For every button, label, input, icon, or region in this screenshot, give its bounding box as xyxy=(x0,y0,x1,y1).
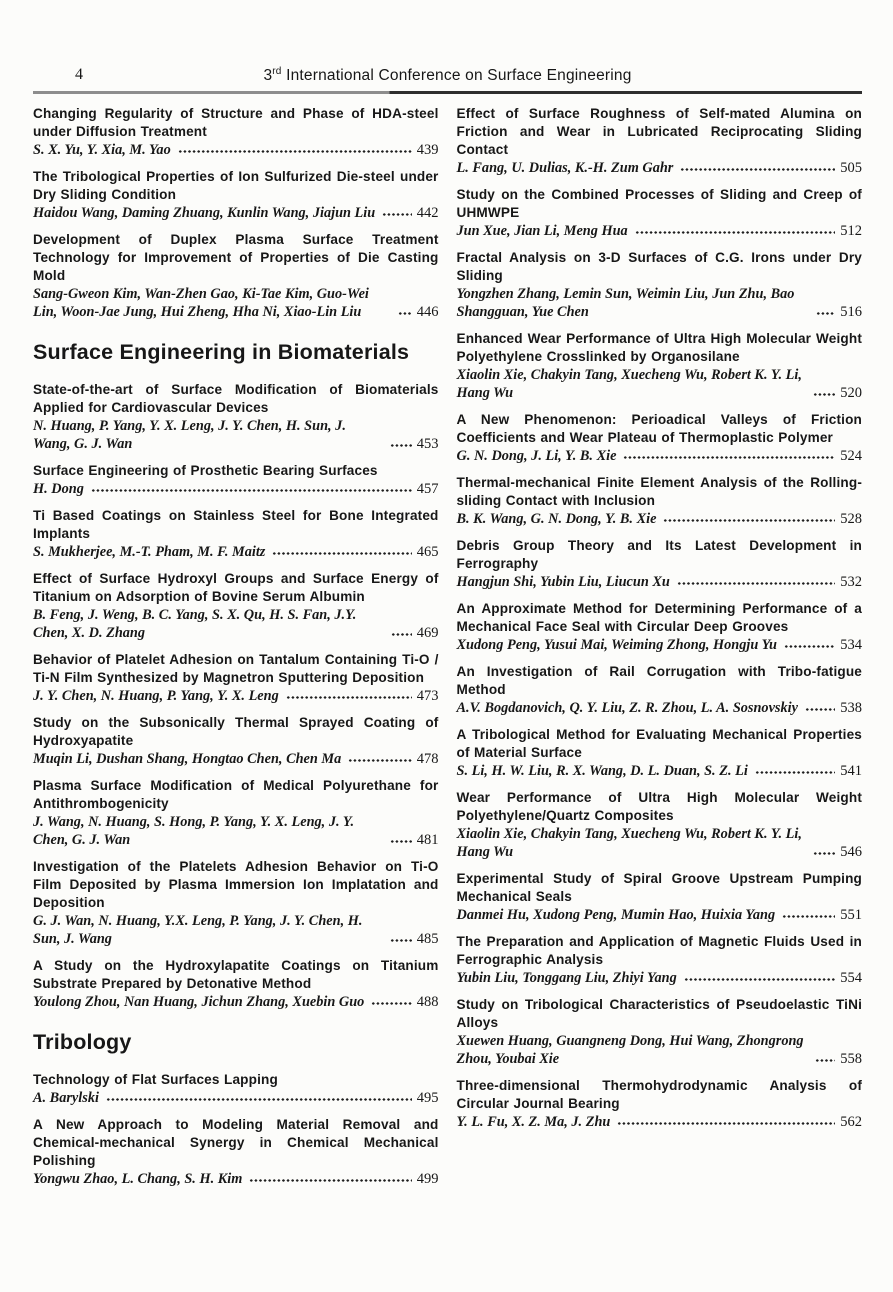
entry-title: Thermal-mechanical Finite Element Analysis of the Rolling-sliding Contact with Inclusion xyxy=(456,475,862,508)
entry-title: A Study on the Hydroxylapatite Coatings on Titanium Substrate Prepared by Detonative Method xyxy=(33,958,439,991)
entry-author-line xyxy=(33,606,439,642)
dot-leader xyxy=(680,159,835,177)
entry-title: Three-dimensional Thermohydrodynamic Analysis of Circular Journal Bearing xyxy=(456,1078,862,1111)
entry-author-line xyxy=(457,285,863,321)
entry-page-number: 558 xyxy=(840,1051,862,1067)
toc-entry xyxy=(33,381,439,453)
entry-author-line xyxy=(457,510,863,528)
entry-author-line xyxy=(33,687,439,705)
toc-entry xyxy=(33,777,439,849)
conference-title-text: International Conference on Surface Engineering xyxy=(281,67,632,85)
entry-page-number: 520 xyxy=(840,385,862,401)
dot-leader xyxy=(684,969,836,987)
toc-entry xyxy=(33,651,439,705)
dot-leader xyxy=(635,222,836,240)
entry-title: Development of Duplex Plasma Surface Treatment Technology for Improvement of Properties of Die Casting Mold xyxy=(33,232,439,283)
entry-page-number: 488 xyxy=(416,994,439,1010)
entry-title: A Tribological Method for Evaluating Mechanical Properties of Material Surface xyxy=(456,727,862,760)
entry-author-line xyxy=(33,141,439,159)
entry-authors: Muqin Li, Dushan Shang, Hongtao Chen, Chen Ma xyxy=(33,751,342,767)
entry-authors: S. X. Yu, Y. Xia, M. Yao xyxy=(33,142,171,158)
entry-authors: Y. L. Fu, X. Z. Ma, J. Zhu xyxy=(456,1114,611,1130)
conference-title-ordinal: rd xyxy=(272,66,282,77)
dot-leader xyxy=(178,141,412,159)
dot-leader xyxy=(391,624,412,642)
entry-authors: Yubin Liu, Tonggang Liu, Zhiyi Yang xyxy=(456,970,677,986)
toc-entry xyxy=(33,231,439,321)
page-number: 4 xyxy=(75,66,83,83)
dot-leader xyxy=(390,435,412,453)
entry-page-number: 469 xyxy=(416,625,439,641)
toc-entry xyxy=(33,507,439,561)
entry-author-line xyxy=(457,447,863,465)
entry-title: Debris Group Theory and Its Latest Development in Ferrography xyxy=(456,538,862,571)
dot-leader xyxy=(348,750,411,768)
dot-leader xyxy=(816,303,835,321)
entry-title: Study on the Combined Processes of Sliding and Creep of UHMWPE xyxy=(456,187,862,220)
entry-authors: Sang-Gweon Kim, Wan-Zhen Gao, Ki-Tae Kim, Guo-Wei Lin, Woon-Jae Jung, Hui Zheng, Hha Ni, Xiao-Lin Liu xyxy=(33,286,369,320)
entry-page-number: 546 xyxy=(840,844,862,860)
entry-page-number: 442 xyxy=(416,205,439,221)
entry-authors: Danmei Hu, Xudong Peng, Mumin Hao, Huixia Yang xyxy=(456,907,776,923)
entry-author-line xyxy=(33,543,439,561)
entry-title: Plasma Surface Modification of Medical Polyurethane for Antithrombogenicity xyxy=(33,778,439,811)
entry-page-number: 505 xyxy=(840,160,862,176)
entry-page-number: 473 xyxy=(416,688,439,704)
entry-title: A New Phenomenon: Perioadical Valleys of Friction Coefficients and Wear Plateau of Thermoplastic Polymer xyxy=(456,412,862,445)
entry-title: Experimental Study of Spiral Groove Upstream Pumping Mechanical Seals xyxy=(456,871,862,904)
toc-entry xyxy=(457,996,863,1068)
entry-author-line xyxy=(33,750,439,768)
entry-page-number: 485 xyxy=(416,931,439,947)
entry-author-line xyxy=(457,699,863,717)
toc-entry xyxy=(33,570,439,642)
entry-authors: H. Dong xyxy=(33,481,84,497)
section-heading: Surface Engineering in Biomaterials xyxy=(33,340,410,364)
entry-title: Effect of Surface Hydroxyl Groups and Surface Energy of Titanium on Adsorption of Bovine Serum Albumin xyxy=(33,571,439,604)
entry-authors: Xudong Peng, Yusui Mai, Weiming Zhong, Hongju Yu xyxy=(456,637,777,653)
entry-title: Fractal Analysis on 3-D Surfaces of C.G. Irons under Dry Sliding xyxy=(456,250,862,283)
entry-author-line xyxy=(33,285,439,321)
left-column xyxy=(33,105,439,1197)
entry-author-line xyxy=(33,480,439,498)
entry-page-number: 465 xyxy=(416,544,439,560)
entry-title: The Tribological Properties of Ion Sulfurized Die-steel under Dry Sliding Condition xyxy=(33,169,439,202)
entry-author-line xyxy=(33,1089,439,1107)
dot-leader xyxy=(813,843,835,861)
entry-authors: J. Wang, N. Huang, S. Hong, P. Yang, Y. X. Leng, J. Y. Chen, G. J. Wan xyxy=(33,814,355,848)
entry-page-number: 516 xyxy=(840,304,862,320)
entry-title: A New Approach to Modeling Material Removal and Chemical-mechanical Synergy in Chemical Mechanical Polishing xyxy=(33,1117,439,1168)
entry-title: An Investigation of Rail Corrugation with Tribo-fatigue Method xyxy=(456,664,862,697)
toc-entry xyxy=(457,330,863,402)
dot-leader xyxy=(390,831,412,849)
entry-authors: B. K. Wang, G. N. Dong, Y. B. Xie xyxy=(456,511,657,527)
toc-entry xyxy=(457,789,863,861)
dot-leader xyxy=(663,510,835,528)
dot-leader xyxy=(805,699,835,717)
entry-author-line xyxy=(457,159,863,177)
toc-entry xyxy=(33,168,439,222)
entry-page-number: 554 xyxy=(840,970,862,986)
entry-page-number: 538 xyxy=(840,700,862,716)
dot-leader xyxy=(286,687,412,705)
entry-authors: Hangjun Shi, Yubin Liu, Liucun Xu xyxy=(456,574,670,590)
toc-entry xyxy=(457,105,863,177)
dot-leader xyxy=(815,1050,835,1068)
entry-page-number: 457 xyxy=(416,481,439,497)
entry-author-line xyxy=(457,906,863,924)
entry-author-line xyxy=(33,993,439,1011)
entry-author-line xyxy=(33,813,439,849)
toc-entry xyxy=(33,957,439,1011)
toc-entry xyxy=(457,600,863,654)
entry-authors: Haidou Wang, Daming Zhuang, Kunlin Wang, Jiajun Liu xyxy=(33,205,376,221)
entry-author-line xyxy=(33,912,439,948)
entry-authors: Yongzhen Zhang, Lemin Sun, Weimin Liu, Jun Zhu, Bao Shangguan, Yue Chen xyxy=(456,286,795,320)
dot-leader xyxy=(617,1113,835,1131)
entry-authors: A. Barylski xyxy=(33,1090,99,1106)
entry-title: Changing Regularity of Structure and Phase of HDA-steel under Diffusion Treatment xyxy=(33,106,439,139)
entry-title: Effect of Surface Roughness of Self-mated Alumina on Friction and Wear in Lubricated Reciprocating Sliding Contact xyxy=(456,106,862,157)
toc-entry xyxy=(457,537,863,591)
entry-page-number: 481 xyxy=(416,832,439,848)
dot-leader xyxy=(91,480,412,498)
dot-leader xyxy=(371,993,411,1011)
toc-entry xyxy=(33,858,439,948)
conference-title-prefix: 3 xyxy=(263,67,273,85)
entry-page-number: 512 xyxy=(840,223,862,239)
entry-authors: N. Huang, P. Yang, Y. X. Leng, J. Y. Chen, H. Sun, J. Wang, G. J. Wan xyxy=(33,418,346,452)
entry-page-number: 528 xyxy=(840,511,862,527)
dot-leader xyxy=(623,447,835,465)
dot-leader xyxy=(398,303,412,321)
entry-title: Behavior of Platelet Adhesion on Tantalum Containing Ti-O / Ti-N Film Synthesized by Magnetron Sputtering Deposition xyxy=(33,652,439,685)
entry-page-number: 534 xyxy=(840,637,862,653)
entry-authors: Xuewen Huang, Guangneng Dong, Hui Wang, Zhongrong Zhou, Youbai Xie xyxy=(456,1033,804,1067)
dot-leader xyxy=(782,906,835,924)
toc-entry xyxy=(457,1077,863,1131)
entry-author-line xyxy=(33,204,439,222)
entry-authors: G. N. Dong, J. Li, Y. B. Xie xyxy=(456,448,617,464)
entry-authors: Yongwu Zhao, L. Chang, S. H. Kim xyxy=(33,1171,243,1187)
toc-entry xyxy=(457,186,863,240)
entry-page-number: 532 xyxy=(840,574,862,590)
entry-authors: A.V. Bogdanovich, Q. Y. Liu, Z. R. Zhou, L. A. Sosnovskiy xyxy=(456,700,798,716)
entry-authors: G. J. Wan, N. Huang, Y.X. Leng, P. Yang, J. Y. Chen, H. Sun, J. Wang xyxy=(33,913,363,947)
toc-entry xyxy=(457,870,863,924)
entry-title: Technology of Flat Surfaces Lapping xyxy=(33,1072,278,1087)
entry-author-line xyxy=(457,1113,863,1131)
toc-entry xyxy=(457,726,863,780)
entry-author-line xyxy=(33,1170,439,1188)
entry-authors: J. Y. Chen, N. Huang, P. Yang, Y. X. Leng xyxy=(33,688,279,704)
dot-leader xyxy=(272,543,411,561)
entry-title: Ti Based Coatings on Stainless Steel for Bone Integrated Implants xyxy=(33,508,439,541)
toc-entry xyxy=(33,105,439,159)
toc-entry xyxy=(457,933,863,987)
entry-author-line xyxy=(457,222,863,240)
entry-title: Wear Performance of Ultra High Molecular Weight Polyethylene/Quartz Composites xyxy=(456,790,862,823)
entry-title: Surface Engineering of Prosthetic Bearing Surfaces xyxy=(33,463,378,478)
header-rule xyxy=(33,91,862,94)
entry-page-number: 551 xyxy=(840,907,862,923)
entry-author-line xyxy=(457,825,863,861)
toc-columns xyxy=(33,105,862,1197)
dot-leader xyxy=(382,204,412,222)
dot-leader xyxy=(813,384,835,402)
entry-author-line xyxy=(457,762,863,780)
dot-leader xyxy=(784,636,835,654)
entry-title: Enhanced Wear Performance of Ultra High Molecular Weight Polyethylene Crosslinked by Organosilane xyxy=(456,331,862,364)
entry-authors: S. Mukherjee, M.-T. Pham, M. F. Maitz xyxy=(33,544,266,560)
entry-authors: L. Fang, U. Dulias, K.-H. Zum Gahr xyxy=(456,160,674,176)
dot-leader xyxy=(390,930,412,948)
dot-leader xyxy=(249,1170,411,1188)
dot-leader xyxy=(106,1089,412,1107)
toc-entry xyxy=(457,663,863,717)
entry-author-line xyxy=(457,969,863,987)
running-head xyxy=(33,64,862,90)
right-column xyxy=(457,105,863,1197)
entry-title: An Approximate Method for Determining Performance of a Mechanical Face Seal with Circular Deep Grooves xyxy=(456,601,862,634)
entry-page-number: 499 xyxy=(416,1171,439,1187)
entry-title: The Preparation and Application of Magnetic Fluids Used in Ferrographic Analysis xyxy=(456,934,862,967)
section-heading: Tribology xyxy=(33,1030,132,1054)
entry-title: State-of-the-art of Surface Modification of Biomaterials Applied for Cardiovascular Devices xyxy=(33,382,439,415)
toc-entry xyxy=(33,1071,439,1107)
entry-authors: Xiaolin Xie, Chakyin Tang, Xuecheng Wu, Robert K. Y. Li, Hang Wu xyxy=(456,826,802,860)
toc-entry xyxy=(33,714,439,768)
toc-entry xyxy=(33,462,439,498)
entry-page-number: 453 xyxy=(416,436,439,452)
entry-authors: Jun Xue, Jian Li, Meng Hua xyxy=(456,223,628,239)
entry-title: Study on the Subsonically Thermal Sprayed Coating of Hydroxyapatite xyxy=(33,715,439,748)
entry-page-number: 439 xyxy=(416,142,439,158)
entry-author-line xyxy=(457,366,863,402)
entry-title: Study on Tribological Characteristics of Pseudoelastic TiNi Alloys xyxy=(456,997,862,1030)
toc-entry xyxy=(457,249,863,321)
entry-page-number: 524 xyxy=(840,448,862,464)
entry-authors: B. Feng, J. Weng, B. C. Yang, S. X. Qu, H. S. Fan, J.Y. Chen, X. D. Zhang xyxy=(33,607,357,641)
entry-author-line xyxy=(457,573,863,591)
entry-title: Investigation of the Platelets Adhesion Behavior on Ti-O Film Deposited by Plasma Immersion Ion Implatation and Deposition xyxy=(33,859,439,910)
entry-author-line xyxy=(457,1032,863,1068)
conference-title xyxy=(33,66,862,85)
entry-page-number: 478 xyxy=(416,751,439,767)
entry-page-number: 495 xyxy=(416,1090,439,1106)
entry-authors: Youlong Zhou, Nan Huang, Jichun Zhang, Xuebin Guo xyxy=(33,994,365,1010)
toc-entry xyxy=(33,1116,439,1188)
dot-leader xyxy=(755,762,835,780)
entry-page-number: 541 xyxy=(840,763,862,779)
entry-authors: S. Li, H. W. Liu, R. X. Wang, D. L. Duan, S. Z. Li xyxy=(456,763,748,779)
entry-page-number: 562 xyxy=(840,1114,862,1130)
dot-leader xyxy=(677,573,835,591)
entry-author-line xyxy=(457,636,863,654)
toc-entry xyxy=(457,411,863,465)
entry-author-line xyxy=(33,417,439,453)
toc-entry xyxy=(457,474,863,528)
entry-page-number: 446 xyxy=(416,304,439,320)
entry-authors: Xiaolin Xie, Chakyin Tang, Xuecheng Wu, Robert K. Y. Li, Hang Wu xyxy=(456,367,802,401)
